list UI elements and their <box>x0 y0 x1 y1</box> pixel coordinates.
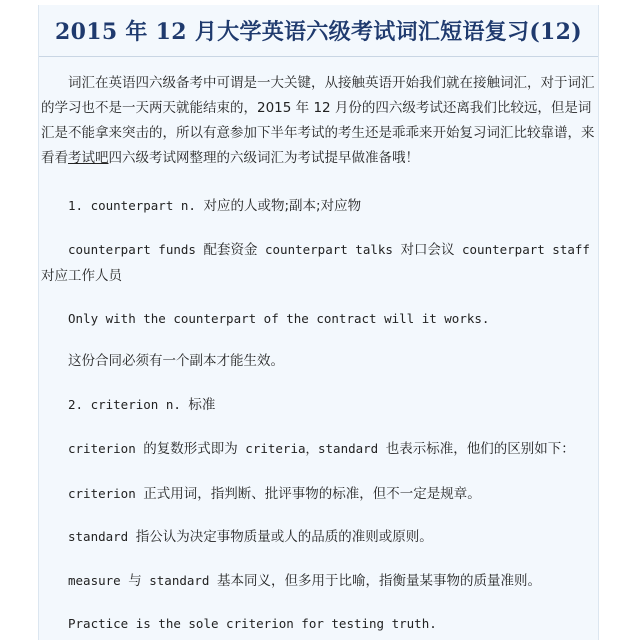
intro-paragraph <box>41 71 595 171</box>
entry-2-standard-usage: standard 指公认为决定事物质量或人的品质的准则或原则。 <box>68 529 433 545</box>
entry-2-example: Practice is the sole criterion for testing truth. <box>68 616 437 631</box>
entry-2-plural-note: criterion 的复数形式即为 criteria，standard 也表示标准，他们的区别如下： <box>68 441 575 457</box>
entry-1-phrases: counterpart funds 配套资金 counterpart talks 对口会议 counterpart staff 对应工作人员 <box>41 242 590 284</box>
intro-site-link[interactable]: 考试吧 <box>68 150 109 166</box>
entry-2-criterion-usage: criterion 正式用词，指判断、批评事物的标准，但不一定是规章。 <box>68 486 481 502</box>
entry-1-translation: 这份合同必须有一个副本才能生效。 <box>68 353 284 369</box>
entry-1-example: Only with the counterpart of the contract will it works. <box>68 311 490 326</box>
article-container <box>38 5 599 640</box>
title-divider <box>39 56 598 57</box>
entry-2-measure-usage: measure 与 standard 基本同义，但多用于比喻，指衡量某事物的质量准则。 <box>68 573 541 589</box>
entry-1-heading: 1. counterpart n. 对应的人或物;副本;对应物 <box>68 198 362 214</box>
article-title: 2015 年 12 月大学英语六级考试词汇短语复习(12) <box>55 19 582 45</box>
intro-text-2: 四六级考试网整理的六级词汇为考试提早做准备哦！ <box>108 150 419 166</box>
intro-text-1: 词汇在英语四六级备考中可谓是一大关键，从接触英语开始我们就在接触词汇，对于词汇的学习也不是一天两天就能结束的，2015 年 12 月份的四六级考试还离我们比较远，但是词汇是不能拿来突击的，所以有意参加下半年考试的考生还是乖乖来开始复习词汇比较靠谱，来看看 <box>41 75 595 166</box>
entry-2-heading: 2. criterion n. 标准 <box>68 397 216 413</box>
